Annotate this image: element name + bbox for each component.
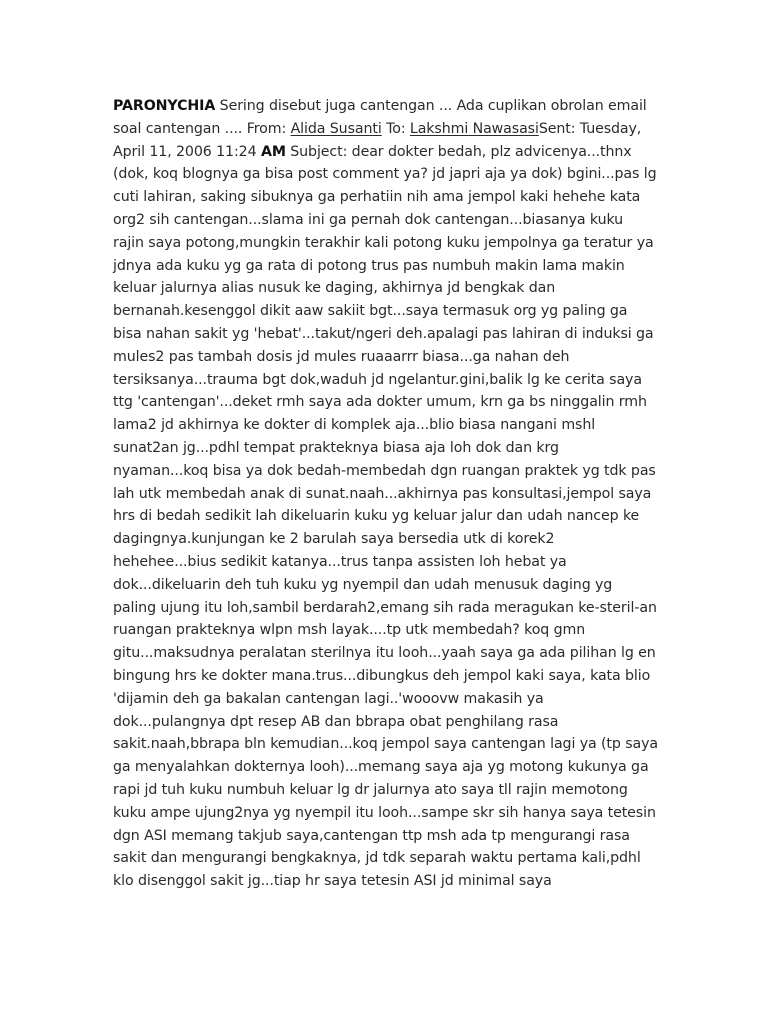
article-title: PARONYCHIA bbox=[113, 98, 216, 114]
recipient-link[interactable]: Lakshmi Nawasasi bbox=[409, 120, 539, 137]
article-intro: Sering disebut juga cantengan ... Ada cuplikan obrolan email soal cantengan .... From: bbox=[113, 98, 647, 137]
sender-link[interactable]: Alida Susanti bbox=[290, 120, 382, 137]
to-label: To: bbox=[381, 120, 410, 137]
article-paragraph bbox=[113, 95, 658, 893]
article-body: Subject: dear dokter bedah, plz advicenya...thnx (dok, koq blognya ga bisa post comment ya? jd japri aja ya dok) bgini...pas lg cuti lahiran, saking sibuknya ga perhatiin nih ama jempol kaki hehehe kata org2 sih cantengan...slama ini ga pernah dok cantengan...biasanya kuku rajin saya potong,mungkin terakhir kali potong kuku jempolnya ga teratur ya jdnya ada kuku yg ga rata di potong trus pas numbuh makin lama makin keluar jalurnya alias nusuk ke daging, akhirnya jd bengkak dan bernanah.kesenggol dikit aaw sakiit bgt...saya termasuk org yg paling ga bisa nahan sakit yg 'hebat'...takut/ngeri deh.apalagi pas lahiran di induksi ga mules2 pas tambah dosis jd mules ruaaarrr biasa...ga nahan deh tersiksanya...trauma bgt dok,waduh jd ngelantur.gini,balik lg ke cerita saya ttg 'cantengan'...deket rmh saya ada dokter umum, krn ga bs ninggalin rmh lama2 jd akhirnya ke dokter di komplek aja...blio biasa nangani mshl sunat2an jg...pdhl tempat prakteknya biasa aja loh dok dan krg nyaman...koq bisa ya dok bedah-membedah dgn ruangan praktek yg tdk pas lah utk membedah anak di sunat.naah...akhirnya pas konsultasi,jempol saya hrs di bedah sedikit lah dikeluarin kuku yg keluar jalur dan udah nancep ke dagingnya.kunjungan ke 2 barulah saya bersedia utk di korek2 hehehee...bius sedikit katanya...trus tanpa assisten loh hebat ya dok...dikeluarin deh tuh kuku yg nyempil dan udah menusuk daging yg paling ujung itu loh,sambil berdarah2,emang sih rada meragukan ke-steril-an ruangan prakteknya wlpn msh layak....tp utk membedah? koq gmn gitu...maksudnya peralatan sterilnya itu looh...yaah saya ga ada pilihan lg en bingung hrs ke dokter mana.trus...dibungkus deh jempol kaki saya, kata blio 'dijamin deh ga bakalan cantengan lagi..'wooovw makasih ya dok...pulangnya dpt resep AB dan bbrapa obat penghilang rasa sakit.naah,bbrapa bln kemudian...koq jempol saya cantengan lagi ya (tp saya ga menyalahkan dokternya looh)...memang saya aja yg motong kukunya ga rapi jd tuh kuku numbuh keluar lg dr jalurnya ato saya tll rajin memotong kuku ampe ujung2nya yg nyempil itu looh...sampe skr sih hanya saya tetesin dgn ASI memang takjub saya,cantengan ttp msh ada tp mengurangi rasa sakit dan mengurangi bengkaknya, jd tdk separah waktu pertama kali,pdhl klo disenggol sakit jg...tiap hr saya tetesin ASI jd minimal saya bbox=[113, 143, 658, 890]
time-am: AM bbox=[260, 143, 286, 160]
document-page bbox=[113, 95, 658, 893]
sent-label: Sent: Tuesday, April 11, 2006 11:24 bbox=[113, 120, 642, 160]
